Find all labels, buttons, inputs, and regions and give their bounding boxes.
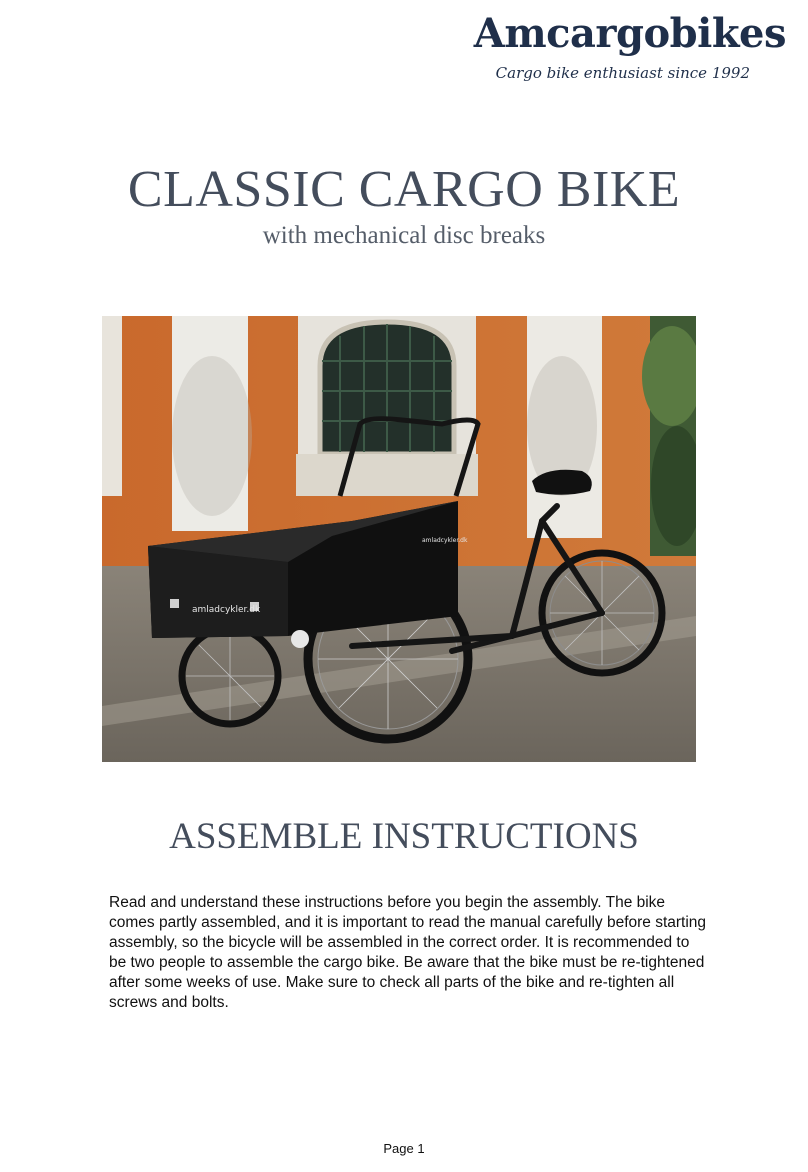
page-subtitle: with mechanical disc breaks (262, 222, 546, 249)
box-front-logo: amladcykler.dk (192, 605, 261, 615)
brand-name: Amcargobikes (473, 10, 786, 57)
page-number: Page 1 (383, 1141, 425, 1156)
page-title: CLASSIC CARGO BIKE (127, 161, 681, 218)
cargo-bike-photo (102, 316, 696, 762)
section-heading: ASSEMBLE INSTRUCTIONS (169, 816, 639, 857)
box-side-logo: amladcykler.dk (422, 537, 468, 544)
brand-tagline: Cargo bike enthusiast since 1992 (495, 64, 750, 82)
instructions-paragraph: Read and understand these instructions before you begin the assembly. The bike comes partly assembled, and it is important to read the manual carefully before starting assembly, so the bicycle will be assembled in the correct order. It is recommended to be two people to assemble the cargo bike. Be aware that the bike must be re-tightened after some weeks of use. Make sure to check all parts of the bike and re-tighten all screws and bolts. (109, 894, 707, 1011)
